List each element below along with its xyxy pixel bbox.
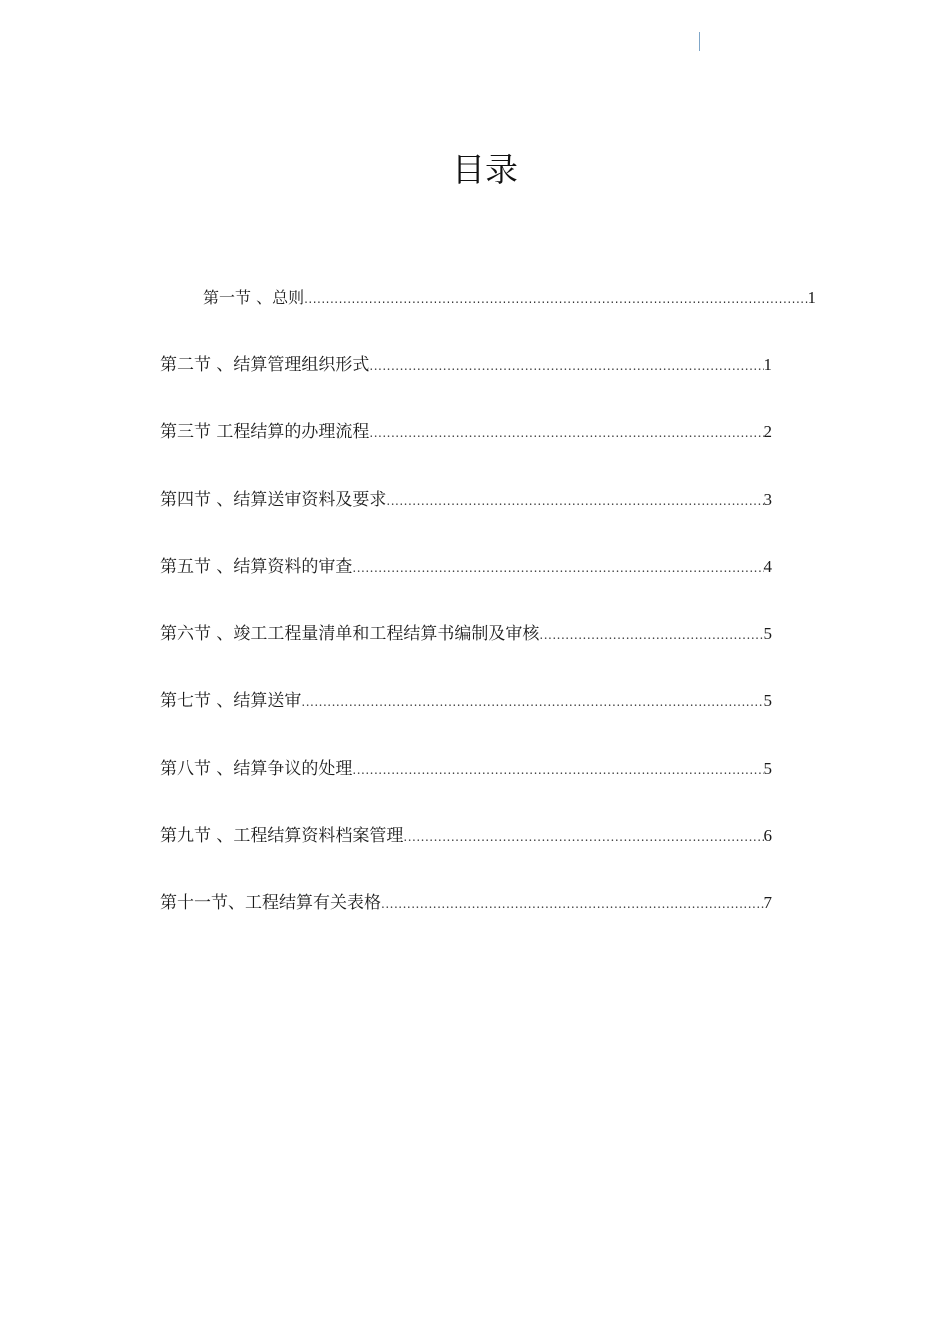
toc-page-number: 7 xyxy=(763,893,772,912)
toc-page-number: 1 xyxy=(807,288,816,307)
toc-dot-leader xyxy=(301,688,763,716)
toc-entry-7[interactable] xyxy=(160,687,772,715)
toc-page-number: 2 xyxy=(763,422,772,441)
toc-dot-leader xyxy=(369,352,763,380)
toc-entry-10[interactable] xyxy=(160,889,772,917)
toc-page-number: 1 xyxy=(763,355,772,374)
toc-entry-text: 第四节 、结算送审资料及要求 xyxy=(160,490,387,510)
toc-page-number: 3 xyxy=(763,490,772,509)
toc-entry-text: 第十一节、工程结算有关表格 xyxy=(160,893,381,913)
toc-entry-text: 第五节 、结算资料的审查 xyxy=(160,557,353,577)
toc-dot-leader xyxy=(381,890,764,918)
toc-entry-text: 第三节 工程结算的办理流程 xyxy=(160,422,370,442)
toc-entry-8[interactable] xyxy=(160,755,772,783)
toc-dot-leader xyxy=(386,487,763,515)
toc-page-number: 6 xyxy=(763,826,772,845)
toc-entry-text: 第八节 、结算争议的处理 xyxy=(160,759,353,779)
toc-entry-text: 第七节 、结算送审 xyxy=(160,691,302,711)
toc-entry-9[interactable] xyxy=(160,822,772,850)
toc-entry-text: 第二节 、结算管理组织形式 xyxy=(160,355,370,375)
toc-page-number: 5 xyxy=(763,759,772,778)
toc-entry-text: 第六节 、竣工工程量清单和工程结算书编制及审核 xyxy=(160,624,540,644)
toc-page-number: 5 xyxy=(763,624,772,643)
toc-dot-leader xyxy=(352,554,763,582)
toc-dot-leader xyxy=(539,621,763,649)
toc-entry-text: 第九节 、工程结算资料档案管理 xyxy=(160,826,404,846)
toc-dot-leader xyxy=(304,285,807,313)
toc-dot-leader xyxy=(369,419,763,447)
toc-entry-text: 第一节 、总则 xyxy=(203,288,305,307)
toc-title: 目录 xyxy=(452,150,518,189)
toc-dot-leader xyxy=(352,756,763,784)
toc-entry-4[interactable] xyxy=(160,486,772,514)
toc-entry-1[interactable] xyxy=(203,284,816,312)
toc-page-number: 4 xyxy=(763,557,772,576)
toc-entry-6[interactable] xyxy=(160,620,772,648)
toc-page-number: 5 xyxy=(763,691,772,710)
toc-dot-leader xyxy=(403,823,763,851)
toc-entry-3[interactable] xyxy=(160,418,772,446)
toc-entry-5[interactable] xyxy=(160,553,772,581)
toc-entry-2[interactable] xyxy=(160,351,772,379)
